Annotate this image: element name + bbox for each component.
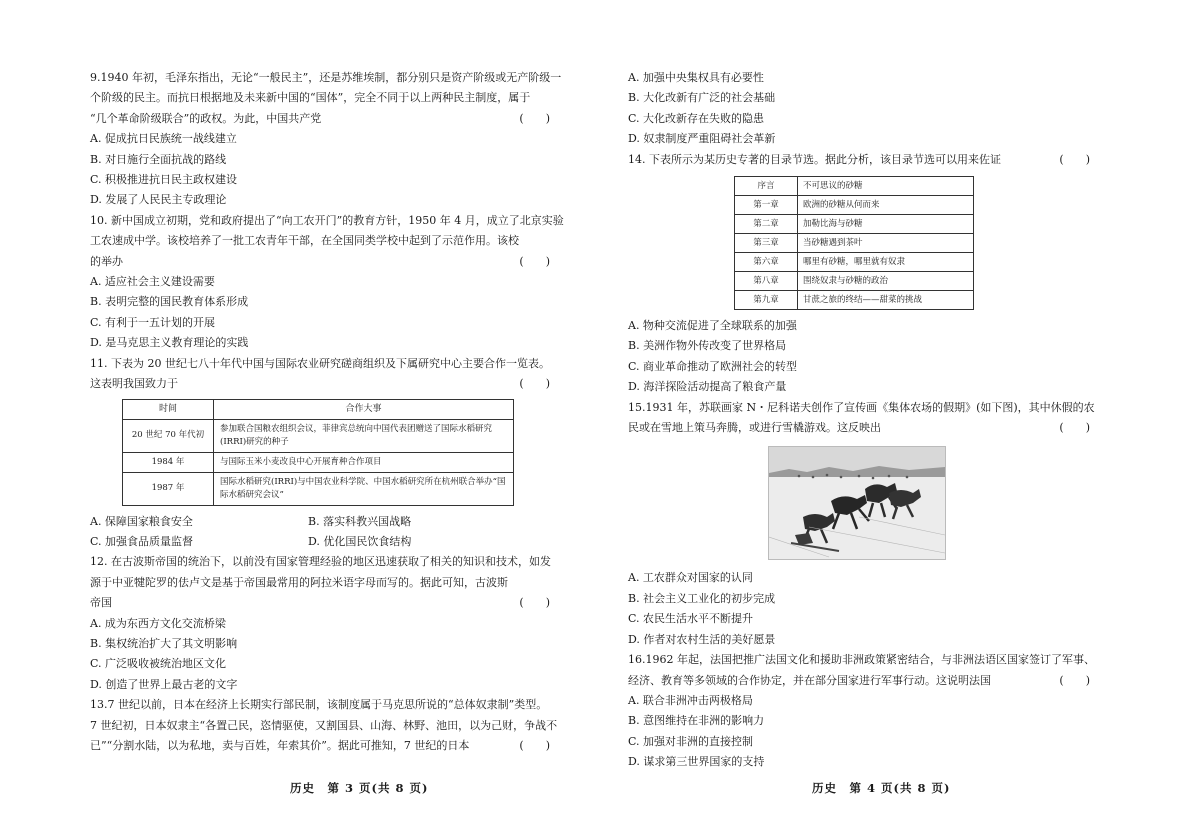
question-14-line-1: 14. 下表所示为某历史专著的目录节选。据此分析，该目录节选可以用来佐证 ( )	[628, 150, 1102, 170]
question-12-line-1: 12. 在古波斯帝国的统治下，以前没有国家管理经验的地区迅速获取了相关的知识和技术，如发	[90, 555, 551, 569]
option-d: D. 奴隶制度严重阻碍社会革新	[628, 132, 776, 146]
question-12-line-3: 帝国 ( )	[90, 593, 562, 613]
option-d: D. 作者对农村生活的美好愿景	[628, 632, 776, 646]
table-cell: 参加联合国粮农组织会议，菲律宾总统向中国代表团赠送了国际水稻研究(IRRI)研究的种子	[214, 419, 514, 452]
option-a: A. 保障国家粮食安全	[90, 514, 193, 528]
table-cell: 序言	[735, 177, 798, 196]
table-cell: 欧洲的砂糖从何而来	[798, 196, 974, 215]
answer-paren: ( )	[519, 738, 550, 752]
option-d: D. 是马克思主义教育理论的实践	[90, 336, 249, 350]
painting-illustration	[769, 447, 945, 559]
table-cell: 国际水稻研究(IRRI)与中国农业科学院、中国水稻研究所在杭州联合举办“国际水稻研究会议”	[214, 472, 514, 505]
question-15-line-2: 民或在雪地上策马奔腾，或进行雪橇游戏。这反映出 ( )	[628, 418, 1102, 438]
table-header-time: 时间	[123, 399, 214, 419]
question-13-line-2: 7 世纪初，日本奴隶主“各置己民，恣情驱使，又割国县、山海、林野、池田，以为己财，争战不	[90, 718, 558, 732]
question-16-line-2: 经济、教育等多领域的合作协定，并在部分国家进行军事行动。这说明法国 ( )	[628, 671, 1102, 691]
table-cell: 第六章	[735, 253, 798, 272]
table-header-events: 合作大事	[214, 399, 514, 419]
question-9-line-3: “几个革命阶级联合”的政权。为此，中国共产党 ( )	[90, 109, 562, 129]
question-10-line-2: 工农速成中学。该校培养了一批工农青年干部，在全国同类学校中起到了示范作用。该校	[90, 234, 519, 248]
option-c: C. 加强对非洲的直接控制	[628, 734, 754, 748]
propaganda-painting-image	[768, 446, 946, 560]
table-cell: 20 世纪 70 年代初	[123, 419, 214, 452]
option-c: C. 加强食品质量监督	[90, 534, 194, 548]
table-cell: 第八章	[735, 272, 798, 291]
page-footer-left: 历史 第 3 页(共 8 页)	[290, 781, 429, 795]
option-row	[90, 512, 562, 532]
table-row	[735, 215, 974, 234]
option-a: A. 联合非洲冲击两极格局	[628, 693, 753, 707]
table-row	[123, 472, 514, 505]
option-a: A. 适应社会主义建设需要	[90, 275, 215, 289]
option-c: C. 商业革命推动了欧洲社会的转型	[628, 359, 798, 373]
question-11-line-2: 这表明我国致力于 ( )	[90, 374, 562, 394]
question-12-line-2: 源于中亚犍陀罗的佉卢文是基于帝国最常用的阿拉米语字母而写的。据此可知，古波斯	[90, 575, 508, 589]
option-c: C. 广泛吸收被统治地区文化	[90, 657, 227, 671]
option-b: B. 美洲作物外传改变了世界格局	[628, 339, 787, 353]
option-d: D. 创造了世界上最古老的文字	[90, 677, 238, 691]
question-16	[628, 650, 1102, 772]
table-cell: 不可思议的砂糖	[798, 177, 974, 196]
question-10-line-3: 的举办 ( )	[90, 252, 562, 272]
answer-paren: ( )	[519, 254, 550, 268]
answer-paren: ( )	[1059, 421, 1090, 435]
option-a: A. 促成抗日民族统一战线建立	[90, 132, 237, 146]
table-cell: 当砂糖遇到茶叶	[798, 234, 974, 253]
option-b: B. 意图维持在非洲的影响力	[628, 714, 765, 728]
table-row	[735, 291, 974, 310]
table-cell: 甘蔗之旅的终结——甜菜的挑战	[798, 291, 974, 310]
answer-paren: ( )	[1059, 673, 1090, 687]
option-c: C. 农民生活水平不断提升	[628, 612, 754, 626]
table-row	[735, 177, 974, 196]
table-cell: 第二章	[735, 215, 798, 234]
option-d: D. 海洋探险活动提高了粮食产量	[628, 380, 787, 394]
question-12	[90, 552, 562, 695]
question-15	[628, 398, 1102, 650]
table-cell: 1987 年	[123, 472, 214, 505]
question-13-line-1: 13.7 世纪以前，日本在经济上长期实行部民制，该制度属于马克思所说的“总体奴隶制”类型。	[90, 698, 548, 712]
question-11	[90, 354, 562, 553]
contents-table	[734, 176, 974, 310]
option-a: A. 工农群众对国家的认同	[628, 571, 753, 585]
table-cell: 第九章	[735, 291, 798, 310]
option-a: A. 加强中央集权具有必要性	[628, 71, 764, 84]
table-row	[735, 253, 974, 272]
table-row	[123, 452, 514, 472]
question-10-line-1: 10. 新中国成立初期，党和政府提出了“向工农开门”的教育方针，1950 年 4 月，成立了北京实验	[90, 213, 564, 227]
question-13	[90, 695, 562, 756]
table-row	[735, 234, 974, 253]
table-cell: 第一章	[735, 196, 798, 215]
option-b: B. 大化改新有广泛的社会基础	[628, 91, 776, 105]
question-15-line-1: 15.1931 年，苏联画家 N・尼科诺夫创作了宣传画《集体农场的假期》(如下图)，其中休假的农	[628, 400, 1095, 414]
option-b: B. 表明完整的国民教育体系形成	[90, 295, 249, 309]
option-row	[90, 532, 562, 552]
question-11-line-1: 11. 下表为 20 世纪七八十年代中国与国际农业研究磋商组织及下属研究中心主要合作一览表。	[90, 356, 550, 370]
option-b: B. 集权统治扩大了其文明影响	[90, 636, 238, 650]
question-9-line-1: 9.1940 年初，毛泽东指出，无论“一般民主”，还是苏维埃制，都分别只是资产阶级或无产阶级一	[90, 71, 562, 84]
table-row	[735, 196, 974, 215]
table-cell: 与国际玉米小麦改良中心开展育种合作项目	[214, 452, 514, 472]
option-b: B. 落实科教兴国战略	[308, 514, 412, 528]
answer-paren: ( )	[519, 111, 550, 125]
option-c: C. 大化改新存在失败的隐患	[628, 111, 765, 125]
left-page-column	[90, 68, 562, 756]
option-b: B. 对日施行全面抗战的路线	[90, 152, 227, 166]
table-row	[123, 419, 514, 452]
option-c: C. 积极推进抗日民主政权建设	[90, 173, 238, 187]
question-13-line-3: 已”“分割水陆，以为私地，卖与百姓，年索其价”。据此可推知，7 世纪的日本 ( )	[90, 736, 562, 756]
answer-paren: ( )	[519, 596, 550, 610]
option-d: D. 优化国民饮食结构	[308, 534, 412, 548]
question-13-options	[628, 68, 1102, 150]
option-d: D. 发展了人民民主专政理论	[90, 193, 227, 207]
option-b: B. 社会主义工业化的初步完成	[628, 591, 776, 605]
cooperation-table	[122, 399, 514, 506]
answer-paren: ( )	[1059, 152, 1090, 166]
question-16-line-1: 16.1962 年起，法国把推广法国文化和援助非洲政策紧密结合，与非洲法语区国家签订了军事、	[628, 653, 1095, 667]
option-a: A. 成为东西方文化交流桥梁	[90, 616, 226, 630]
right-page-column	[628, 68, 1102, 773]
table-cell: 哪里有砂糖，哪里就有奴隶	[798, 253, 974, 272]
question-9	[90, 68, 562, 211]
page-footer-right: 历史 第 4 页(共 8 页)	[812, 781, 951, 795]
question-10	[90, 211, 562, 354]
table-cell: 1984 年	[123, 452, 214, 472]
option-a: A. 物种交流促进了全球联系的加强	[628, 319, 797, 333]
table-cell: 加勒比海与砂糖	[798, 215, 974, 234]
question-9-line-2: 个阶级的民主。而抗日根据地及未来新中国的“国体”，完全不同于以上两种民主制度，属于	[90, 91, 531, 105]
table-cell: 围绕奴隶与砂糖的政治	[798, 272, 974, 291]
option-d: D. 谋求第三世界国家的支持	[628, 755, 765, 769]
question-14	[628, 150, 1102, 398]
table-row	[735, 272, 974, 291]
option-c: C. 有利于一五计划的开展	[90, 315, 216, 329]
answer-paren: ( )	[519, 377, 550, 391]
table-cell: 第三章	[735, 234, 798, 253]
